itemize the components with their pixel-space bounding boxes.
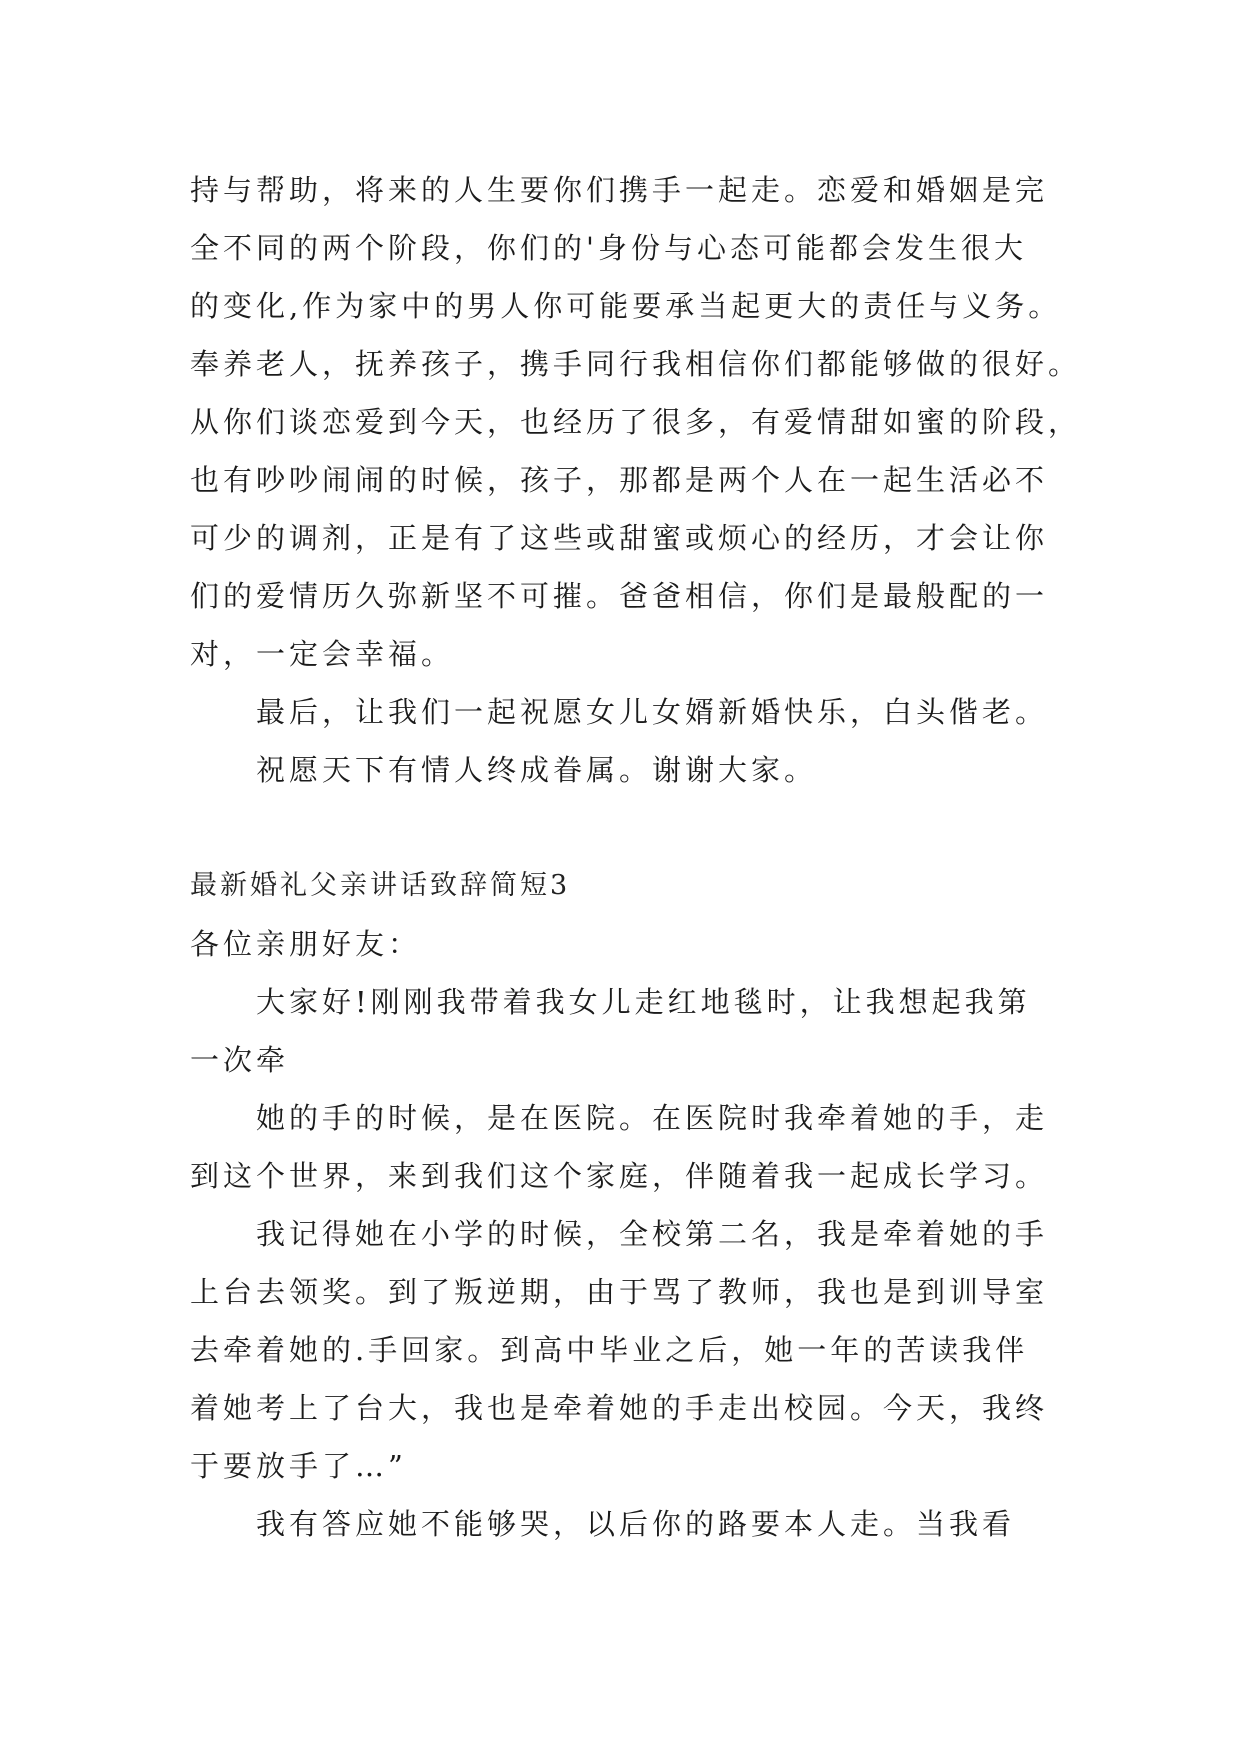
paragraph-line: 上台去领奖。到了叛逆期，由于骂了教师，我也是到训导室 <box>190 1275 1049 1309</box>
paragraph-line: 到这个世界，来到我们这个家庭，伴随着我一起成长学习。 <box>190 1159 1049 1193</box>
blank-line <box>190 799 1170 857</box>
paragraph-line: 于要放手了…” <box>190 1449 407 1483</box>
paragraph-line: 可少的调剂，正是有了这些或甜蜜或烦心的经历，才会让你 <box>190 521 1049 555</box>
paragraph-line: 们的爱情历久弥新坚不可摧。爸爸相信，你们是最般配的一 <box>190 579 1049 613</box>
closing-line: 祝愿天下有情人终成眷属。谢谢大家。 <box>256 753 818 787</box>
continued-speech <box>190 161 1170 799</box>
paragraph-line: 她的手的时候，是在医院。在医院时我牵着她的手，走 <box>256 1101 1049 1135</box>
paragraph-line: 的变化,作为家中的男人你可能要承当起更大的责任与义务。 <box>190 289 1062 323</box>
paragraph-line: 持与帮助，将来的人生要你们携手一起走。恋爱和婚姻是完 <box>190 173 1049 207</box>
paragraph-line: 奉养老人，抚养孩子，携手同行我相信你们都能够做的很好。 <box>190 347 1082 381</box>
closing-line: 最后，让我们一起祝愿女儿女婿新婚快乐，白头偕老。 <box>256 695 1049 729</box>
paragraph-line: 一次牵 <box>190 1043 290 1077</box>
paragraph-line: 也有吵吵闹闹的时候，孩子，那都是两个人在一起生活必不 <box>190 463 1049 497</box>
paragraph-line: 去牵着她的.手回家。到高中毕业之后，她一年的苦读我伴 <box>190 1333 1029 1367</box>
paragraph-line: 大家好!刚刚我带着我女儿走红地毯时，让我想起我第 <box>256 985 1031 1019</box>
paragraph-line: 对，一定会幸福。 <box>190 637 455 671</box>
paragraph-line: 从你们谈恋爱到今天，也经历了很多，有爱情甜如蜜的阶段， <box>190 405 1082 439</box>
paragraph-line: 着她考上了台大，我也是牵着她的手走出校园。今天，我终 <box>190 1391 1049 1425</box>
section-title: 最新婚礼父亲讲话致辞简短3 <box>190 870 571 901</box>
paragraph-line: 我有答应她不能够哭，以后你的路要本人走。当我看 <box>256 1507 1016 1541</box>
speech-3-section <box>190 857 1170 1553</box>
document-body <box>190 161 1170 1553</box>
paragraph-line: 全不同的两个阶段，你们的'身份与心态可能都会发生很大 <box>190 231 1027 265</box>
paragraph-line: 我记得她在小学的时候，全校第二名，我是牵着她的手 <box>256 1217 1049 1251</box>
salutation: 各位亲朋好友： <box>190 927 422 961</box>
